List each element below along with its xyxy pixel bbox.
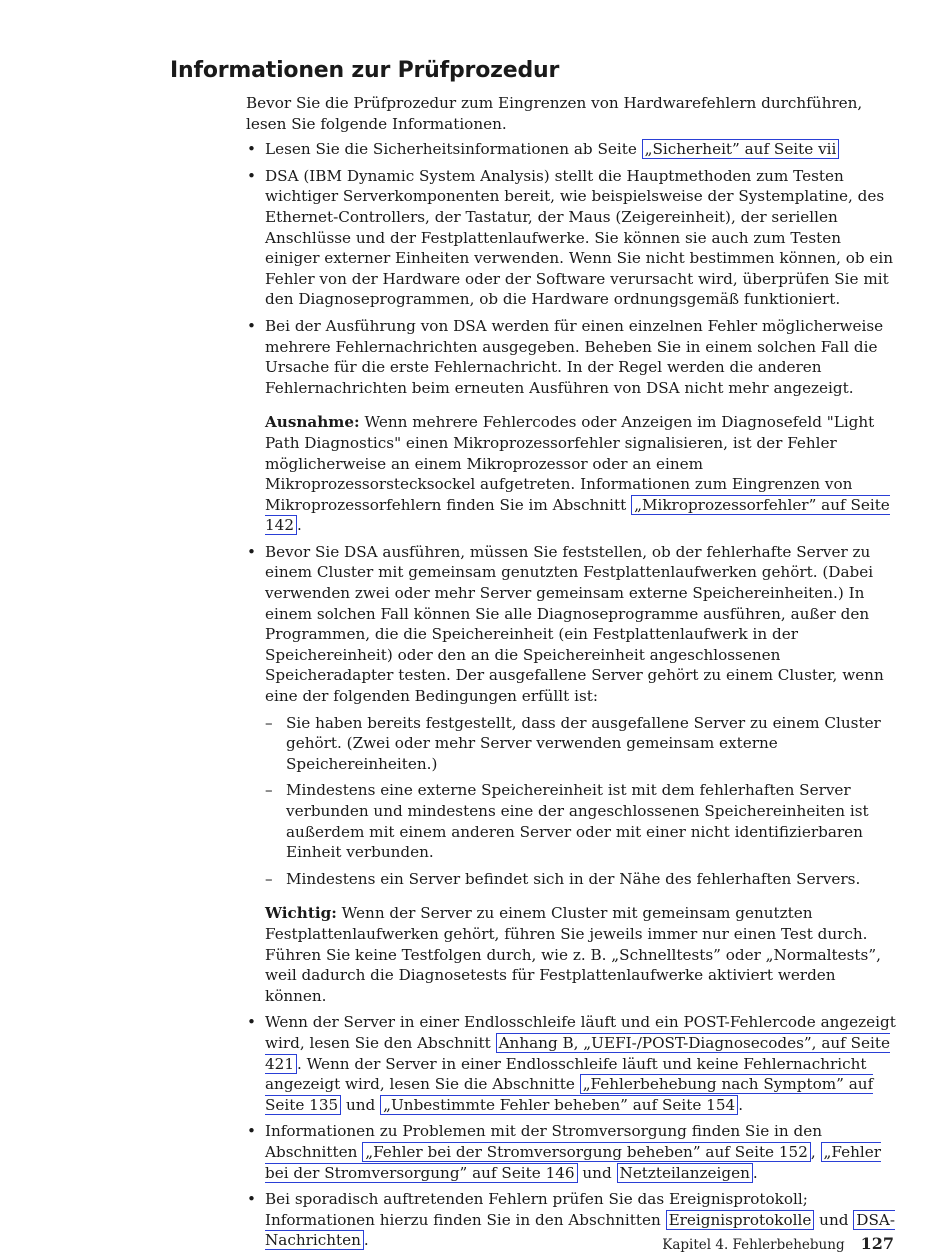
link-stromversorgung-beheben[interactable]: „Fehler bei der Stromversorgung beheben” auf Seite 152 xyxy=(362,1142,811,1162)
link-ereignisprotokolle[interactable]: Ereignisprotokolle xyxy=(666,1210,815,1230)
link-fehlerbehebung-symptom[interactable]: „Fehlerbehebung nach Symptom” auf Seite 135 xyxy=(265,1075,874,1114)
list-item: • Bei sporadisch auftretenden Fehlern prüfen Sie das Ereignisprotokoll; Informationen hierzu finden Sie in den Abschnitten Ereignisprotokolle und DSA-Nachrichten . xyxy=(246,1189,896,1251)
link-anhang-b[interactable]: Anhang B, „UEFI-/POST-Diagnosecodes”, auf Seite 421 xyxy=(265,1033,890,1073)
link-dsa-nachrichten[interactable]: DSA-Nachrichten xyxy=(265,1210,895,1250)
link-mikroprozessorfehler[interactable]: „Mikroprozessorfehler” auf Seite 142 xyxy=(265,495,890,535)
intro-paragraph: Bevor Sie die Prüfprozedur zum Eingrenzen von Hardwarefehlern durchführen, lesen Sie folgende Informationen. xyxy=(246,94,863,133)
list-item: • Bei der Ausführung von DSA werden für einen einzelnen Fehler möglicherweise mehrere Fehlernachrichten ausgegeben. Beheben Sie in einem solchen Fall die Ursache für die erste Fehlernachricht. In der Regel werden die anderen Fehlernachrichten beim erneuten Ausführen von DSA nicht mehr angezeigt. Ausnahme: Wenn mehrere Fehlercodes oder Anzeigen im Diagnosefeld "Light Path Diagnostics" einen Mikroprozessorfehler signalisieren, ist der Fehler möglicherweise an einem Mikroprozessor oder an einem Mikroprozessorstecksockel aufgetreten. Informationen zum Eingrenzen von Mikroprozessorfehlern finden Sie im Abschnitt „Mikroprozessorfehler” auf Seite 142 . xyxy=(246,316,896,536)
link-stromversorgung[interactable]: „Fehler bei der Stromversorgung” auf Seite 146 xyxy=(265,1142,881,1182)
condition-item: – Mindestens eine externe Speichereinheit ist mit dem fehlerhaften Server verbunden und mindestens eine der angeschlossenen Speichereinheiten ist außerdem mit einem anderen Server oder mit einer nicht identifizierbaren Einheit verbunden. xyxy=(265,780,896,862)
page-footer xyxy=(662,1234,894,1253)
page-number: 127 xyxy=(860,1234,894,1253)
list-item: • Informationen zu Problemen mit der Stromversorgung finden Sie in den Abschnitten „Fehler bei der Stromversorgung beheben” auf Seite 152 , „Fehler bei der Stromversorgung” auf Seite 146 und Netzteilanzeigen . xyxy=(246,1121,896,1183)
list-item: • DSA (IBM Dynamic System Analysis) stellt die Hauptmethoden zum Testen wichtiger Serverkomponenten bereit, wie beispielsweise der Systemplatine, des Ethernet-Controllers, der Tastatur, der Maus (Zeigereinheit), der seriellen Anschlüsse und der Festplattenlaufwerke. Sie können sie auch zum Testen einiger externer Einheiten verwenden. Wenn Sie nicht bestimmen können, ob ein Fehler von der Hardware oder der Software verursacht wird, überprüfen Sie mit den Diagnoseprogrammen, ob die Hardware ordnungsgemäß funktioniert. xyxy=(246,166,896,310)
list-item: • Lesen Sie die Sicherheitsinformationen ab Seite „Sicherheit” auf Seite vii xyxy=(246,139,896,160)
link-unbestimmte-fehler[interactable]: „Unbestimmte Fehler beheben” auf Seite 154 xyxy=(380,1095,738,1115)
link-sicherheit[interactable]: „Sicherheit” auf Seite vii xyxy=(642,139,840,159)
condition-item: – Mindestens ein Server befindet sich in der Nähe des fehlerhaften Servers. xyxy=(265,869,896,890)
link-netzteilanzeigen[interactable]: Netzteilanzeigen xyxy=(617,1163,753,1183)
info-list xyxy=(246,139,896,1251)
list-item: • Wenn der Server in einer Endlosschleife läuft und ein POST-Fehlercode angezeigt wird, lesen Sie den Abschnitt Anhang B, „UEFI-/POST-Diagnosecodes”, auf Seite 421 . Wenn der Server in einer Endlosschleife läuft und keine Fehlernachricht angezeigt wird, lesen Sie die Abschnitte „Fehlerbehebung nach Symptom” auf Seite 135 und „Unbestimmte Fehler beheben” auf Seite 154 . xyxy=(246,1012,896,1115)
list-item: • Bevor Sie DSA ausführen, müssen Sie feststellen, ob der fehlerhafte Server zu einem Cluster mit gemeinsam genutzten Festplattenlaufwerken gehört. (Dabei verwenden zwei oder mehr Server gemeinsam externe Speichereinheiten.) In einem solchen Fall können Sie alle Diagnoseprogramme ausführen, außer den Programmen, die die Speichereinheit (ein Festplattenlaufwerk in der Speichereinheit) oder den an die Speichereinheit angeschlossenen Speicheradapter testen. Der ausgefallene Server gehört zu einem Cluster, wenn eine der folgenden Bedingungen erfüllt ist: – Sie haben bereits festgestellt, dass der ausgefallene Server zu einem Cluster gehört. (Zwei oder mehr Server verwenden gemeinsam externe Speichereinheiten.) – Mindestens eine externe Speichereinheit ist mit dem fehlerhaften Server verbunden und mindestens eine der angeschlossenen Speichereinheiten ist außerdem mit einem anderen Server oder mit einer nicht identifizierbaren Einheit verbunden. – Mindestens ein Server befindet sich in der Nähe des fehlerhaften Servers. Wichtig: Wenn der Server zu einem Cluster mit gemeinsam genutzten Festplattenlaufwerken gehört, führen Sie jeweils immer nur einen Test durch. Führen Sie keine Testfolgen durch, wie z. B. „Schnelltests” oder „Normaltests”, weil dadurch die Diagnosetests für Festplattenlaufwerke aktiviert werden können. xyxy=(246,542,896,1006)
section-body xyxy=(246,93,896,1257)
chapter-title: Kapitel 4. Fehlerbehebung xyxy=(662,1237,845,1253)
note-label: Wichtig: xyxy=(265,904,337,923)
condition-list xyxy=(265,713,896,890)
condition-item: – Sie haben bereits festgestellt, dass der ausgefallene Server zu einem Cluster gehört. (Zwei oder mehr Server verwenden gemeinsam externe Speichereinheiten.) xyxy=(265,713,896,775)
section-heading: Informationen zur Prüfprozedur xyxy=(170,58,560,83)
note-label: Ausnahme: xyxy=(265,413,360,432)
important-note: Wichtig: Wenn der Server zu einem Cluster mit gemeinsam genutzten Festplattenlaufwerken gehört, führen Sie jeweils immer nur einen Test durch. Führen Sie keine Testfolgen durch, wie z. B. „Schnelltests” oder „Normaltests”, weil dadurch die Diagnosetests für Festplattenlaufwerke aktiviert werden können. xyxy=(265,904,881,1005)
exception-note: Ausnahme: Wenn mehrere Fehlercodes oder Anzeigen im Diagnosefeld "Light Path Diagnostics" einen Mikroprozessorfehler signalisieren, ist der Fehler möglicherweise an einem Mikroprozessor oder an einem Mikroprozessorstecksockel aufgetreten. Informationen zum Eingrenzen von Mikroprozessorfehlern finden Sie im Abschnitt „Mikroprozessorfehler” auf Seite 142 . xyxy=(265,413,890,535)
